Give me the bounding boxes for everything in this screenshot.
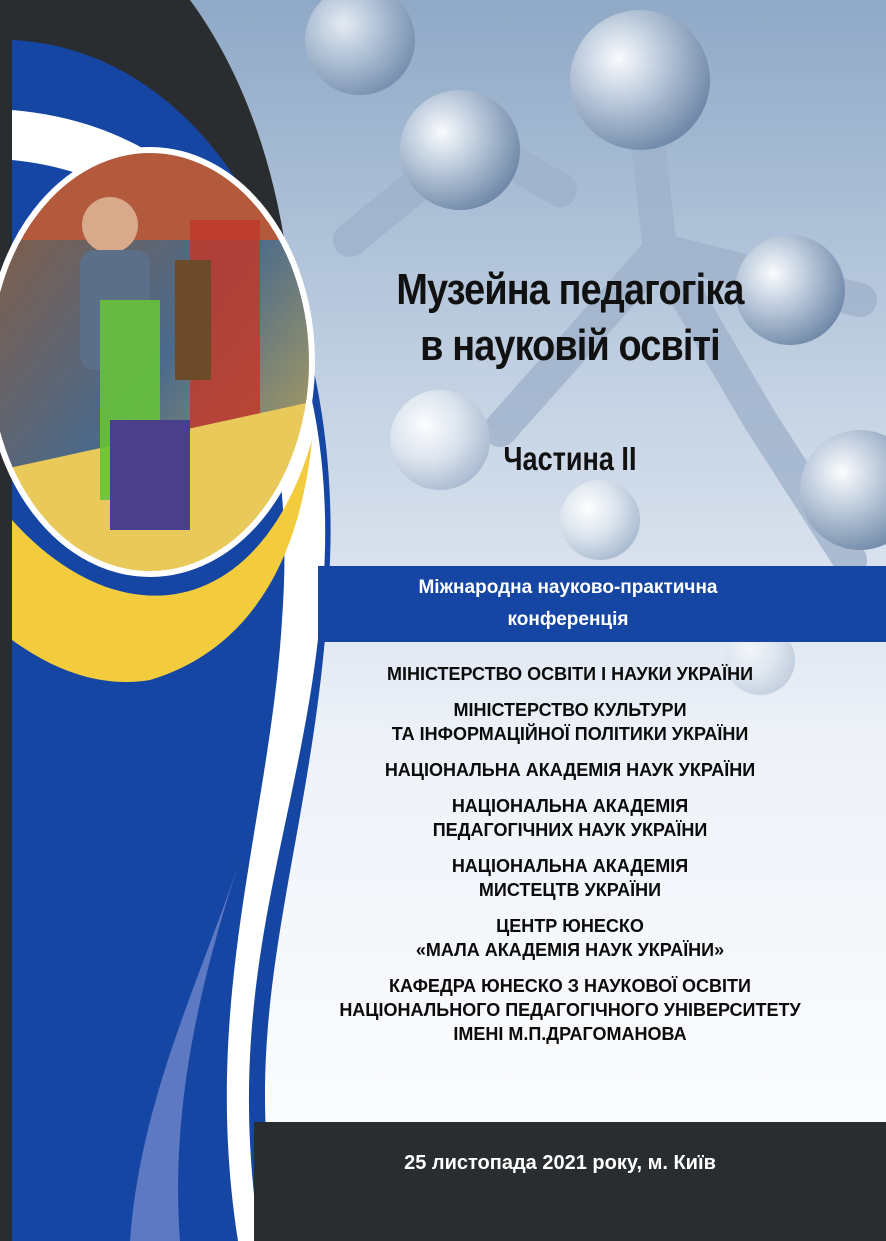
conference-line-1: Міжнародна науково-практична: [418, 577, 718, 598]
organizer-item: [290, 854, 850, 902]
organizer-line: «МАЛА АКАДЕМІЯ НАУК УКРАЇНИ»: [415, 940, 725, 960]
organizer-line: НАЦІОНАЛЬНА АКАДЕМІЯ НАУК УКРАЇНИ: [384, 760, 756, 780]
organizer-item: [290, 758, 850, 782]
organizer-item: [290, 662, 850, 686]
date-place: 25 листопада 2021 року, м. Київ: [404, 1152, 716, 1174]
organizer-line: ПЕДАГОГІЧНИХ НАУК УКРАЇНИ: [432, 820, 708, 840]
part-label: Частина ІІ: [503, 440, 637, 477]
organizer-line: ТА ІНФОРМАЦІЙНОЇ ПОЛІТИКИ УКРАЇНИ: [391, 724, 749, 744]
organizer-item: [290, 698, 850, 746]
organizer-line: МИСТЕЦТВ УКРАЇНИ: [478, 880, 662, 900]
organizer-line: НАЦІОНАЛЬНА АКАДЕМІЯ: [451, 856, 689, 876]
organizer-line: НАЦІОНАЛЬНА АКАДЕМІЯ: [451, 796, 689, 816]
title-line-2: в науковій освіті: [420, 321, 720, 370]
organizer-line: КАФЕДРА ЮНЕСКО З НАУКОВОЇ ОСВІТИ: [389, 976, 751, 996]
organizer-item: [290, 794, 850, 842]
footer-band: [254, 1122, 886, 1241]
organizer-line: ІМЕНІ М.П.ДРАГОМАНОВА: [453, 1024, 687, 1044]
organizer-line: МІНІСТЕРСТВО КУЛЬТУРИ: [453, 700, 687, 720]
organizer-item: [290, 974, 850, 1046]
organizer-line: НАЦІОНАЛЬНОГО ПЕДАГОГІЧНОГО УНІВЕРСИТЕТУ: [339, 1000, 801, 1020]
title-line-1: Музейна педагогіка: [396, 265, 744, 314]
organizers-list: [290, 662, 850, 1058]
conference-text: [318, 572, 818, 636]
organizer-line: МІНІСТЕРСТВО ОСВІТИ І НАУКИ УКРАЇНИ: [386, 664, 754, 684]
organizer-item: [290, 914, 850, 962]
conference-line-2: конференція: [507, 609, 629, 630]
organizer-line: ЦЕНТР ЮНЕСКО: [496, 916, 644, 936]
cover-title: [330, 262, 810, 374]
